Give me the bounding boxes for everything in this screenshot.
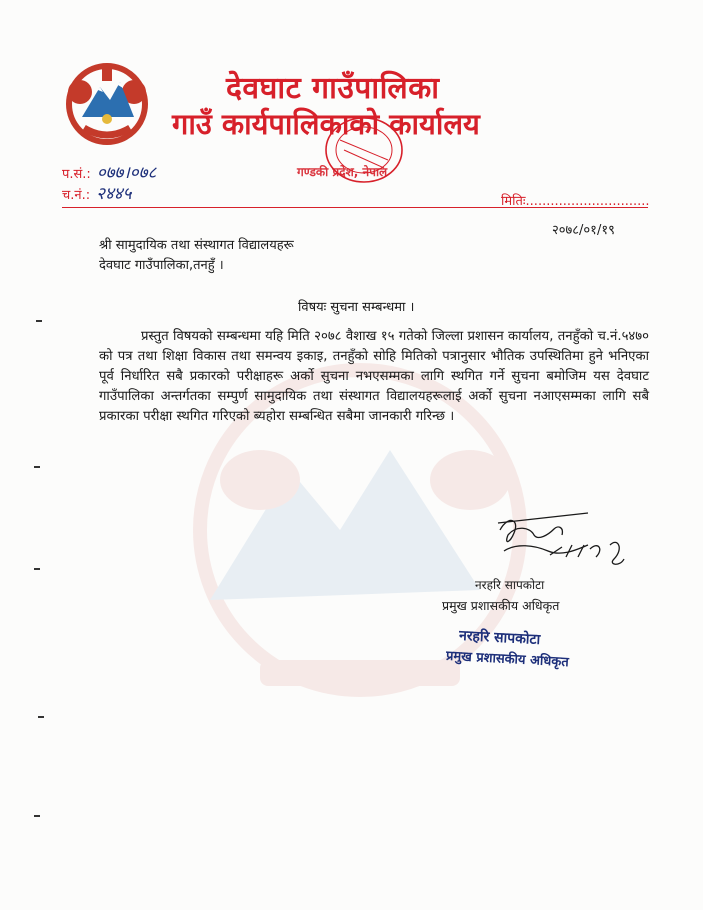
subject-line: विषयः सुचना सम्बन्धमा । (298, 300, 415, 315)
office-title-line2: गाउँ कार्यपालिकाको कार्यालय (172, 107, 480, 141)
seal-province-text: गण्डकी प्रदेश, नेपाल (297, 165, 388, 179)
scan-mark (36, 320, 42, 322)
header-divider (62, 207, 648, 208)
scan-mark (34, 568, 40, 570)
office-title-line1: देवघाट गाउँपालिका (226, 71, 440, 106)
office-seal-stamp (292, 110, 422, 200)
scan-mark (34, 466, 40, 468)
date-label: मितिः.............................. (501, 194, 650, 209)
signatory-name: नरहरि सापकोटा (475, 578, 545, 592)
letter-body: प्रस्तुत विषयको सम्बन्धमा यहि मिति २०७८ वैशाख १५ गतेको जिल्ला प्रशासन कार्यालय, तनहुँको च.नं.५४७० को पत्र तथा शिक्षा विकास तथा समन्वय इकाइ, तनहुँको सोहि मितिको पत्रानुसार भौतिक उपस्थितिमा हुने भनिएका पूर्व निर्धारित सबै प्रकारको परीक्षाहरू अर्को सुचना नभएसम्मका लागि स्थगित गर्ने सुचना बमोजिम यस देवघाट गाउँपालिका अन्तर्गतका सम्पुर्ण सामुदायिक तथा संस्थागत विद्यालयहरूलाई अर्को सुचना नआएसम्मका लागि सबै प्रकारका परीक्षा स्थगित गरिएको ब्यहोरा सम्बन्धित सबैमा जानकारी गरिन्छ । (99, 329, 649, 424)
signatory-title: प्रमुख प्रशासकीय अधिकृत (442, 598, 560, 613)
recipient-line1: श्री सामुदायिक तथा संस्थागत विद्यालयहरू (99, 238, 294, 253)
reference-ps: प.सं.: ०७७।०७८ (62, 163, 157, 183)
scan-mark (34, 815, 40, 817)
handwritten-signature (438, 505, 638, 585)
recipient-line2: देवघाट गाउँपालिका,तनहुँ । (99, 258, 224, 273)
reference-cn: च.नं.: २४४५ (62, 184, 132, 204)
title-stamp: प्रमुख प्रशासकीय अधिकृत (445, 648, 570, 671)
nepal-emblem-logo (62, 62, 152, 147)
letter-date: २०७८/०१/१९ (552, 223, 615, 238)
name-stamp: नरहरि सापकोटा (458, 627, 541, 649)
scan-mark (38, 716, 44, 718)
